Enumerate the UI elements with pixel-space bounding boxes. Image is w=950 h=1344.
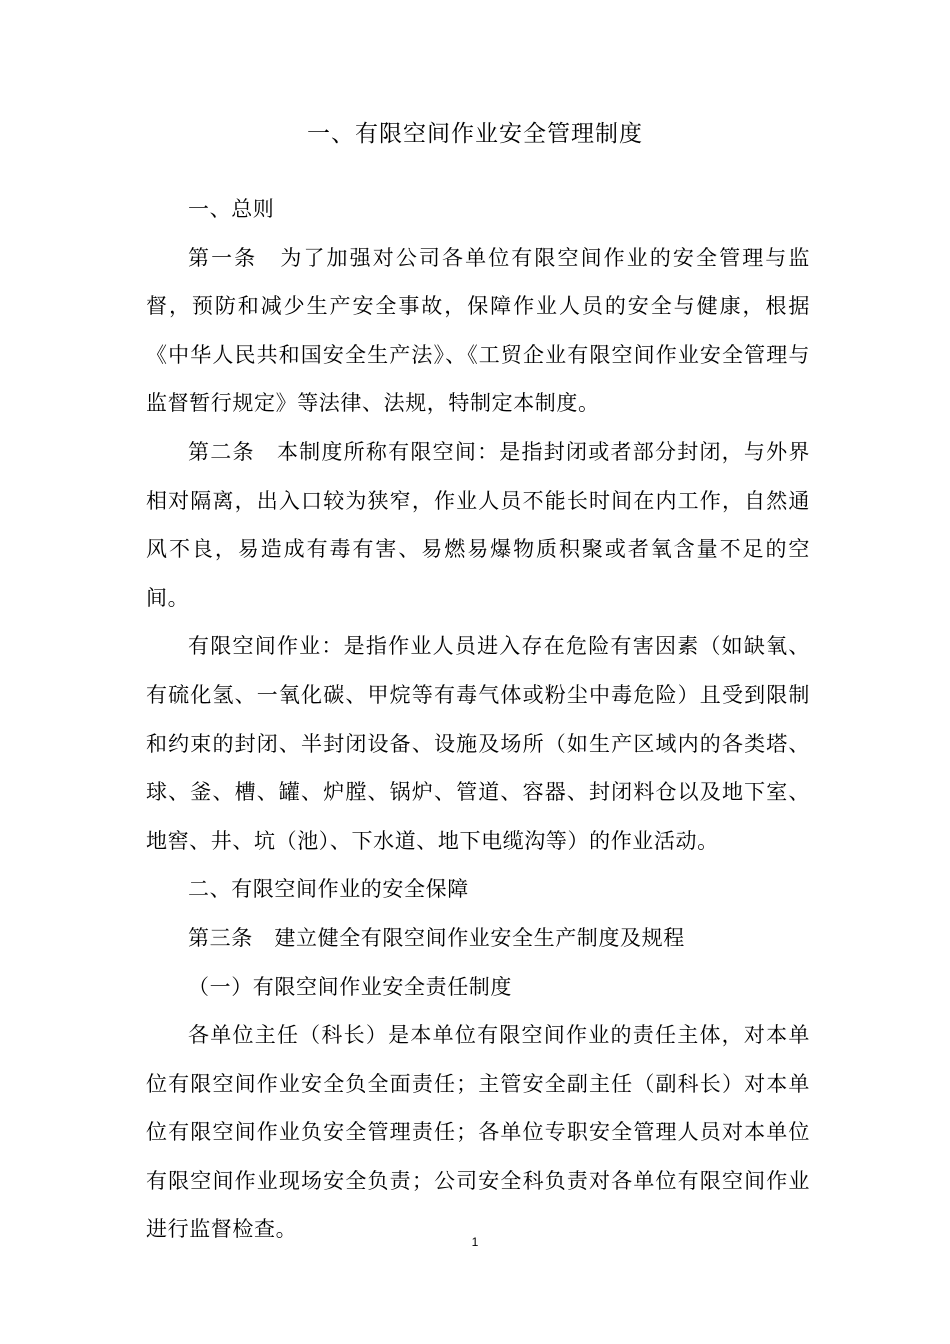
section-heading-general: 一、总则 bbox=[188, 197, 275, 221]
page-number: 1 bbox=[471, 1235, 479, 1249]
article-1-paragraph: 第一条 为了加强对公司各单位有限空间作业的安全管理与监督，预防和减少生产安全事故，保障作业人员的安全与健康，根据《中华人民共和国安全生产法》、《工贸企业有限空间作业安全管理与监督暂行规定》等法律、法规，特制定本制度。 bbox=[146, 245, 810, 416]
section-heading-safety-guarantee: 二、有限空间作业的安全保障 bbox=[188, 877, 469, 902]
document-title: 一、有限空间作业安全管理制度 bbox=[307, 121, 643, 147]
document-body bbox=[146, 185, 810, 1254]
confined-space-work-definition: 有限空间作业：是指作业人员进入存在危险有害因素（如缺氧、有硫化氢、一氧化碳、甲烷等有毒气体或粉尘中毒危险）且受到限制和约束的封闭、半封闭设备、设施及场所（如生产区域内的各类塔、球、釜、槽、罐、炉膛、锅炉、管道、容器、封闭料仓以及地下室、地窖、井、坑（池）、下水道、地下电缆沟等）的作业活动。 bbox=[146, 634, 810, 853]
article-2-paragraph: 第二条 本制度所称有限空间：是指封闭或者部分封闭，与外界相对隔离，出入口较为狭窄，作业人员不能长时间在内工作，自然通风不良，易造成有毒有害、易燃易爆物质积聚或者氧含量不足的空间。 bbox=[146, 439, 810, 610]
article-3-paragraph: 第三条 建立健全有限空间作业安全生产制度及规程 bbox=[188, 925, 685, 950]
subsection-heading-responsibility: （一）有限空间作业安全责任制度 bbox=[188, 974, 512, 999]
responsibility-paragraph: 各单位主任（科长）是本单位有限空间作业的责任主体，对本单位有限空间作业安全负全面责任；主管安全副主任（副科长）对本单位有限空间作业负安全管理责任；各单位专职安全管理人员对本单位有限空间作业现场安全负责；公司安全科负责对各单位有限空间作业进行监督检查。 bbox=[146, 1023, 810, 1242]
